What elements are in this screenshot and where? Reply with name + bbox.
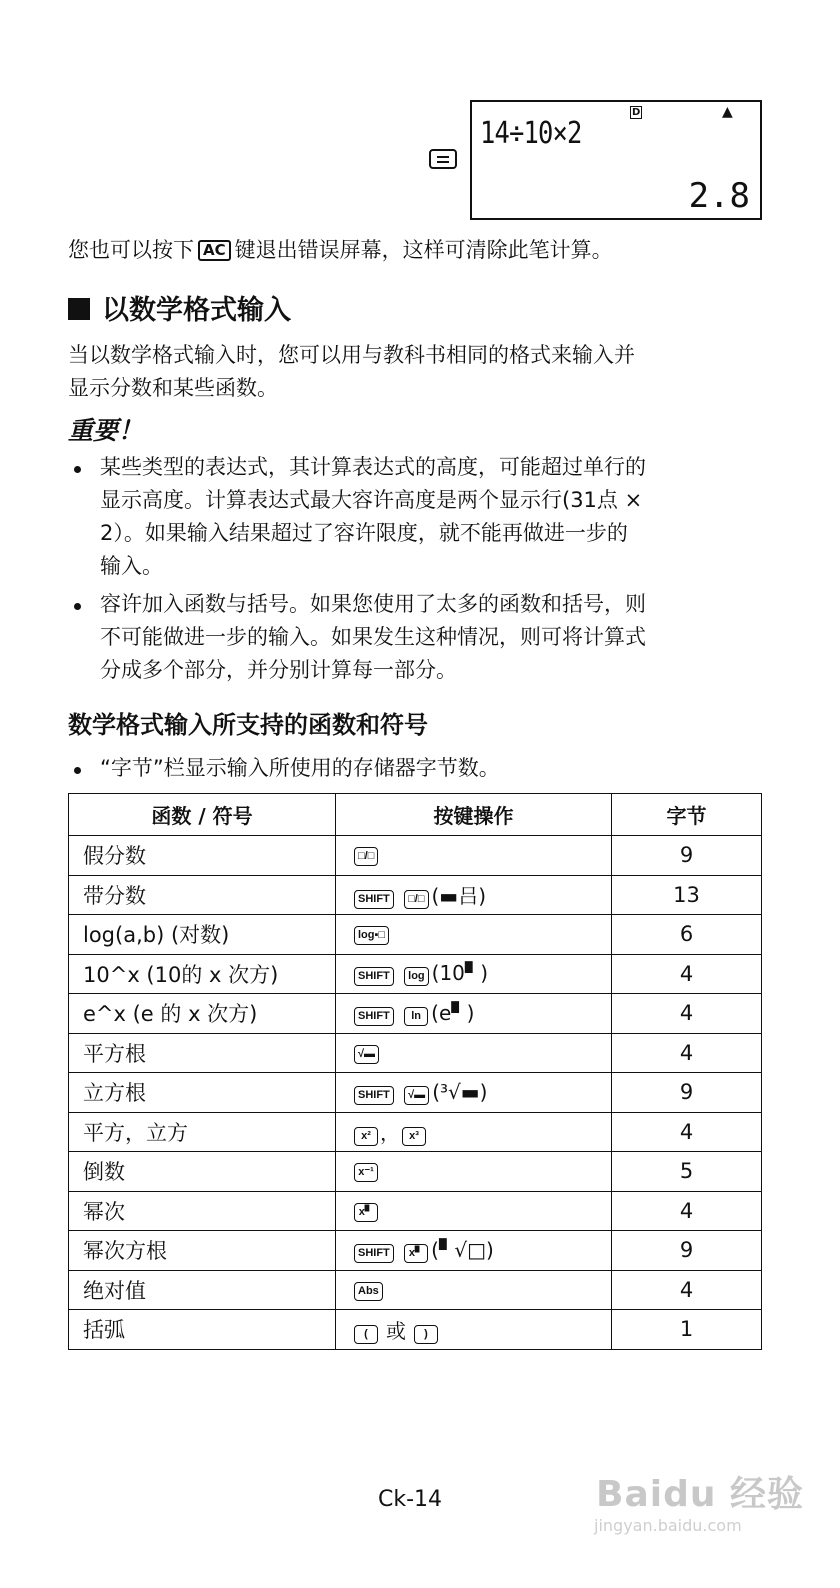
key-operation xyxy=(336,1310,612,1350)
calculator-key-icon: log xyxy=(404,967,429,986)
calculator-key-icon: x▘ xyxy=(404,1244,428,1263)
key-separator xyxy=(396,884,402,908)
key-operation xyxy=(336,954,612,994)
table-header-row xyxy=(69,794,762,836)
key-operation xyxy=(336,836,612,876)
equals-key-icon xyxy=(429,149,457,169)
function-name: 绝对值 xyxy=(69,1270,336,1310)
calculator-key-icon: log▪□ xyxy=(354,926,389,945)
page-number: Ck-14 xyxy=(378,1487,443,1512)
bullet-line: 显示高度。计算表达式最大容许高度是两个显示行(31点 × xyxy=(100,488,643,512)
watermark-url: jingyan.baidu.com xyxy=(594,1516,742,1535)
function-name: 幂次方根 xyxy=(69,1231,336,1271)
function-name: 带分数 xyxy=(69,875,336,915)
table-row xyxy=(69,836,762,876)
function-name: 立方根 xyxy=(69,1073,336,1113)
calculator-key-icon: SHIFT xyxy=(354,1086,394,1105)
bullet-line: 某些类型的表达式，其计算表达式的高度，可能超过单行的 xyxy=(100,455,646,479)
table-row xyxy=(69,1231,762,1271)
bullet-line: 输入。 xyxy=(100,554,163,578)
ac-key-icon: AC xyxy=(198,240,231,261)
functions-heading: 数学格式输入所支持的函数和符号 xyxy=(68,711,428,739)
byte-count: 5 xyxy=(612,1152,762,1192)
function-name: 假分数 xyxy=(69,836,336,876)
byte-count: 6 xyxy=(612,915,762,955)
bullet-line: 2）。如果输入结果超过了容许限度，就不能再做进一步的 xyxy=(100,521,628,545)
section-title xyxy=(68,291,291,331)
key-operation xyxy=(336,1112,612,1152)
bullet-line: 不可能做进一步的输入。如果发生这种情况，则可将计算式 xyxy=(100,625,646,649)
key-separator: ， xyxy=(380,1121,400,1146)
byte-count: 4 xyxy=(612,954,762,994)
watermark-logo: Baidu 经验 xyxy=(596,1474,805,1515)
calculator-key-icon: x▘ xyxy=(354,1203,378,1222)
function-name: 平方，立方 xyxy=(69,1112,336,1152)
header-bytes: 字节 xyxy=(612,794,762,836)
display-template: (▘√□) xyxy=(431,1237,494,1262)
intro-paragraph xyxy=(68,234,613,267)
bullet-icon xyxy=(74,466,81,473)
function-name: e^x (e 的 x 次方) xyxy=(69,994,336,1034)
calculator-key-icon: SHIFT xyxy=(354,967,394,986)
table-row xyxy=(69,954,762,994)
bullet-icon xyxy=(74,603,81,610)
byte-count: 4 xyxy=(612,1191,762,1231)
calculator-key-icon: SHIFT xyxy=(354,1007,394,1026)
calculator-key-icon: □/□ xyxy=(354,847,378,866)
display-template: (³√▬) xyxy=(432,1079,488,1104)
bullet-line: 分成多个部分，并分别计算每一部分。 xyxy=(100,658,457,682)
function-name: 幂次 xyxy=(69,1191,336,1231)
function-name: 倒数 xyxy=(69,1152,336,1192)
section-description xyxy=(68,339,768,405)
key-separator xyxy=(396,1001,402,1025)
important-heading: 重要！ xyxy=(68,416,144,445)
key-separator xyxy=(396,1080,402,1104)
intro-text-after: 键退出错误屏幕，这样可清除此笔计算。 xyxy=(234,238,613,262)
calculator-key-icon: □/□ xyxy=(404,890,428,909)
display-indicator-d: D xyxy=(632,107,641,118)
byte-count: 4 xyxy=(612,1033,762,1073)
table-row xyxy=(69,1191,762,1231)
important-bullet-2 xyxy=(100,588,765,687)
byte-count: 9 xyxy=(612,836,762,876)
display-template: (e▘) xyxy=(431,1000,475,1025)
description-line: 当以数学格式输入时，您可以用与教科书相同的格式来输入并 xyxy=(68,343,635,367)
key-separator xyxy=(396,961,402,985)
calculator-key-icon: SHIFT xyxy=(354,1244,394,1263)
important-bullet-1 xyxy=(100,451,765,583)
calculator-display xyxy=(470,100,762,220)
byte-count: 1 xyxy=(612,1310,762,1350)
byte-count: 4 xyxy=(612,994,762,1034)
bullet-icon xyxy=(74,767,81,774)
byte-count: 4 xyxy=(612,1112,762,1152)
table-row xyxy=(69,1270,762,1310)
calculator-key-icon: √▬ xyxy=(404,1086,429,1105)
table-row xyxy=(69,1112,762,1152)
display-template: (10▘) xyxy=(431,961,489,986)
description-line: 显示分数和某些函数。 xyxy=(68,376,278,400)
functions-note: “字节”栏显示输入所使用的存储器字节数。 xyxy=(100,756,500,780)
key-operation xyxy=(336,915,612,955)
function-name: 平方根 xyxy=(69,1033,336,1073)
calculator-key-icon: x³ xyxy=(402,1127,426,1146)
table-row xyxy=(69,1073,762,1113)
key-operation xyxy=(336,1191,612,1231)
table-row xyxy=(69,1310,762,1350)
calculator-key-icon: SHIFT xyxy=(354,890,394,909)
function-name: 括弧 xyxy=(69,1310,336,1350)
byte-count: 9 xyxy=(612,1231,762,1271)
table-row xyxy=(69,1033,762,1073)
calculator-key-icon: x⁻¹ xyxy=(354,1163,378,1182)
table-row xyxy=(69,994,762,1034)
function-name: log(a,b) (对数) xyxy=(69,915,336,955)
key-separator xyxy=(396,1238,402,1262)
key-operation xyxy=(336,875,612,915)
byte-count: 9 xyxy=(612,1073,762,1113)
display-expression: 14÷10×2 xyxy=(480,116,582,151)
calculator-key-icon: ( xyxy=(354,1325,378,1344)
key-operation xyxy=(336,1270,612,1310)
table-row xyxy=(69,1152,762,1192)
calculator-key-icon: √▬ xyxy=(354,1045,379,1064)
key-operation xyxy=(336,1073,612,1113)
calculator-key-icon: ln xyxy=(404,1007,428,1026)
function-name: 10^x (10的 x 次方) xyxy=(69,954,336,994)
bullet-line: 容许加入函数与括号。如果您使用了太多的函数和括号，则 xyxy=(100,592,646,616)
functions-table xyxy=(68,793,762,1350)
header-function: 函数 / 符号 xyxy=(69,794,336,836)
intro-text-before: 您也可以按下 xyxy=(68,238,194,262)
display-indicator-up-icon: ▲ xyxy=(722,104,733,120)
display-result: 2.8 xyxy=(688,176,750,216)
header-keys: 按键操作 xyxy=(336,794,612,836)
key-operation xyxy=(336,1033,612,1073)
key-operation xyxy=(336,1152,612,1192)
byte-count: 4 xyxy=(612,1270,762,1310)
display-template: (▬吕) xyxy=(431,884,487,909)
square-bullet-icon xyxy=(68,298,90,320)
calculator-key-icon: ) xyxy=(414,1325,438,1344)
table-row xyxy=(69,875,762,915)
key-operation xyxy=(336,1231,612,1271)
key-separator: 或 xyxy=(386,1318,406,1343)
byte-count: 13 xyxy=(612,875,762,915)
table-row xyxy=(69,915,762,955)
key-operation xyxy=(336,994,612,1034)
section-title-text: 以数学格式输入 xyxy=(102,295,291,326)
calculator-key-icon: Abs xyxy=(354,1282,383,1301)
calculator-key-icon: x² xyxy=(354,1127,378,1146)
